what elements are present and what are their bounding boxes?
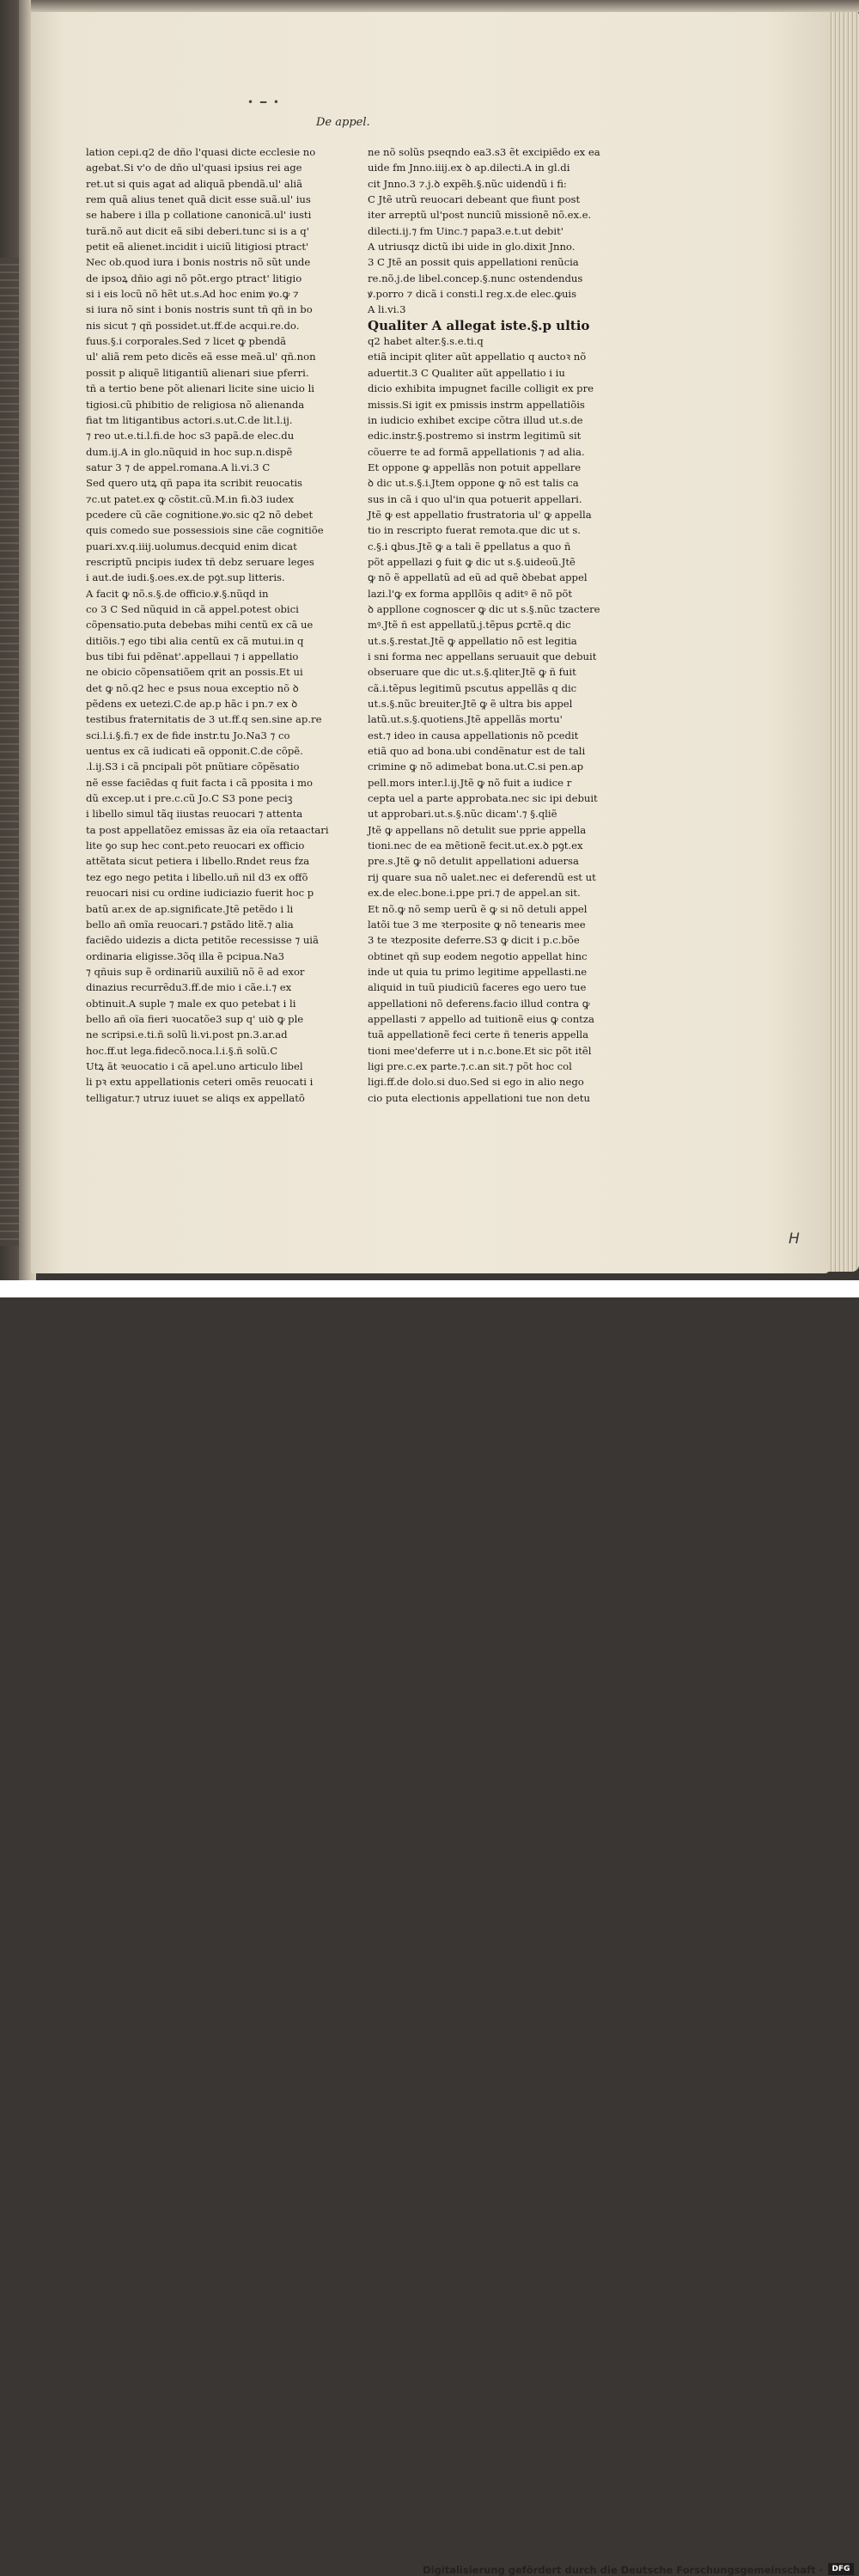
text-line: agebat.Si v'o de dño ul'quasi ipsius rei age	[86, 162, 302, 174]
text-line: appellasti ⁊ appello ad tuitionẽ eius ꝙ contza	[368, 1012, 594, 1025]
text-line: obtinet qñ sup eodem negotio appellat hinc	[368, 949, 588, 962]
text-line: ꝟ.porro ⁊ dicã i consti.l reg.x.de elec.ꝙuis	[368, 288, 577, 301]
text-line: lation cepi.q2 de dño l'quasi dicte ecclesie no	[86, 146, 316, 158]
text-line: obtinuit.A suple ⁊ male ex quo petebat i li	[86, 997, 296, 1010]
text-line: i sni forma nec appellans seruauit que debuit	[368, 650, 597, 662]
text-line: ligi pre.c.ex parte.⁊.c.an sit.⁊ põt hoc col	[368, 1059, 572, 1072]
text-line: cit Jnno.3 ⁊.j.ꝺ expẽh.§.nũc uidendũ i fi:	[368, 177, 567, 190]
text-line: dũ excep.ut i pre.c.cũ Jo.C S3 pone peciꝫ	[86, 792, 293, 805]
text-line: ⁊c.ut patet.ex ꝙ cõstit.cũ.M.in fi.ꝺ3 iudex	[86, 492, 294, 505]
text-line: nis sicut ⁊ qñ possidet.ut.ff.de acqui.re.do.	[86, 319, 300, 332]
text-line: petit eã alienet.incidit i uiciũ litigiosi ptract'	[86, 241, 309, 253]
text-line: tigiosi.cũ phibitio de religiosa nõ alienanda	[86, 398, 305, 411]
text-line: co 3 C Sed nũquid in cã appel.potest obici	[86, 602, 299, 615]
text-line: nẽ esse faciẽdas q fuit facta i cã pposita i mo	[86, 776, 314, 789]
text-line: uentus ex cã iudicati eã opponit.C.de cõpẽ.	[86, 745, 303, 758]
text-line: sci.l.i.§.fi.⁊ ex de fide instr.tu Jo.Na3 ⁊ co	[86, 729, 290, 742]
attribution-text: Digitalisierung gefördert durch die Deutsche Forschungsgemeinschaft ·	[423, 2564, 823, 2576]
text-line: bello añ omĩa reuocari.⁊ ꝑstãdo litẽ.⁊ alia	[86, 918, 294, 931]
text-line: põt appellazi ꝯ fuit ꝙ dic ut s.§.uideoũ.Jtẽ	[368, 555, 576, 568]
text-line: ꝺ dic ut.s.§.i.Jtem oppone ꝙ nõ est talis ca	[368, 477, 579, 490]
footer-strip	[0, 1280, 859, 2576]
text-line: ta post appellatõez emissas ãz eia oĩa retaactari	[86, 823, 329, 836]
text-line: ꝺ appllone cognoscer ꝙ dic ut s.§.nũc tzactere	[368, 602, 600, 615]
text-line: pre.s.Jtẽ ꝙ nõ detulit appellationi aduersa	[368, 855, 579, 868]
text-line: Et nõ.ꝙ nõ semp uerũ ẽ ꝙ si nõ detuli appel	[368, 902, 588, 915]
text-line: dilecti.ij.⁊ fm Uinc.⁊ papa3.e.t.ut debit'	[368, 224, 564, 237]
text-line: attẽtata sicut petiera i libello.Rndet reus fza	[86, 855, 310, 868]
text-line: cepta uel a parte approbata.nec sic ipi debuit	[368, 792, 598, 805]
text-line: tñ a tertio bene põt alienari licite sine uicio li	[86, 382, 314, 395]
text-line: iter arreptũ ul'post nunciũ missionẽ nõ.ex.e.	[368, 209, 592, 222]
text-line: est.⁊ ideo in causa appellationis nõ pcedit	[368, 729, 579, 742]
text-line: rescriptũ pncipis iudex tñ debz seruare leges	[86, 555, 314, 568]
text-line: ne scripsi.e.ti.ñ solũ li.vi.post pn.3.ar.ad	[86, 1029, 288, 1041]
text-line: rij quare sua nõ ualet.nec ei deferendũ est ut	[368, 870, 596, 883]
text-line: ul' aliã rem peto dicẽs eã esse meã.ul' qñ.non	[86, 351, 316, 363]
text-line: pell.mors inter.l.ij.Jtẽ ꝙ nõ fuit a iudice r	[368, 776, 572, 789]
text-line: bello añ oĩa fieri ꝛuocatõe3 sup q' uiꝺ ꝙ ple	[86, 1012, 304, 1025]
previous-pages-edge	[0, 258, 21, 1246]
text-line: ut approbari.ut.s.§.nũc dicam'.⁊ §.qliẽ	[368, 808, 557, 821]
text-line: inde ut quia tu primo legitime appellasti.ne	[368, 965, 588, 978]
text-line: ut.s.§.restat.Jtẽ ꝙ appellatio nõ est legitia	[368, 634, 577, 647]
text-line: aliquid in tuũ piudiciũ faceres ego uero tue	[368, 981, 587, 994]
text-line: ꝙ nõ ẽ appellatũ ad eũ ad quẽ ꝺbebat appel	[368, 571, 588, 584]
text-line: faciẽdo uidezis a dicta petitõe recessisse ⁊ uiã	[86, 934, 319, 947]
text-line: ordinaria eligisse.3õq illa ẽ pcipua.Na3	[86, 949, 285, 962]
text-line: 3 te ꝛtezposite deferre.S3 ꝙ dicit i p.c.bõe	[368, 934, 580, 947]
shelf-mark: H	[789, 1230, 800, 1248]
text-line: batũ ar.ex de ap.significate.Jtẽ petẽdo i li	[86, 902, 294, 915]
text-line: mꝰ.Jtẽ ñ est appellatũ.j.tẽpus ꝑcrtẽ.q dic	[368, 619, 571, 632]
text-line: latõi tue 3 me ꝛterposite ꝙ nõ tenearis mee	[368, 918, 586, 931]
text-line: turã.nõ aut dicit eã sibi deberi.tunc si is a q'	[86, 224, 309, 237]
text-line: in iudicio exhibet excipe cõtra illud ut.s.de	[368, 413, 583, 426]
text-line: de ipsoꝝ dñio agi nõ põt.ergo ptract' litigio	[86, 272, 302, 284]
text-line: ret.ut si quis agat ad aliquã pbendã.ul' aliã	[86, 177, 303, 190]
text-line: bus tibi fui pdẽnat'.appellaui ⁊ i appellatio	[86, 650, 299, 662]
text-line: Qualiter A allegat iste.§.p ultio	[368, 317, 590, 333]
text-line: appellationi nõ deferens.facio illud contra ꝙ	[368, 997, 590, 1010]
page-fore-edges	[825, 9, 859, 1272]
text-line: ut.s.§.nũc breuiter.Jtẽ ꝙ ẽ ultra bis appel	[368, 698, 573, 711]
text-line: li pꝛ extu appellationis ceteri omẽs reuocati i	[86, 1076, 314, 1089]
scan	[0, 0, 859, 1280]
text-line: cã.i.tẽpus legitimũ pscutus appellãs q dic	[368, 681, 577, 694]
text-line: ⁊ reo ut.e.ti.l.fi.de hoc s3 papã.de elec.du	[86, 430, 295, 443]
text-line: uide fm Jnno.iiij.ex ꝺ ap.dilecti.A in gl.di	[368, 162, 570, 174]
text-line: i libello simul tãq iiustas reuocari ⁊ attenta	[86, 808, 303, 821]
text-line: ne obicio cõpensatiõem qrit an possis.Et ui	[86, 666, 303, 679]
text-line: aduertit.3 C Qualiter aũt appellatio i iu	[368, 366, 565, 379]
text-line: dicio exhibita impugnet facille colligit ex pre	[368, 382, 594, 395]
text-line: reuocari nisi cu ordine iudiciazio fuerit hoc p	[86, 887, 314, 900]
text-line: latũ.ut.s.§.quotiens.Jtẽ appellãs mortu'	[368, 713, 563, 726]
text-line: A utriusqz dictũ ibi uide in glo.dixit Jnno.	[368, 241, 576, 253]
text-line: C Jtẽ utrũ reuocari debeant que fiunt post	[368, 193, 581, 206]
text-line: edic.instr.§.postremo si instrm legitimũ sit	[368, 430, 582, 443]
text-line: cõpensatio.puta debebas mihi centũ ex cã ue	[86, 619, 314, 632]
text-line: ligi.ff.de dolo.si duo.Sed si ego in alio nego	[368, 1076, 584, 1089]
text-line: i aut.de iudi.§.oes.ex.de pꝯt.sup litteris.	[86, 571, 285, 584]
text-line: rem quã alius tenet quã dicit esse suã.ul' ius	[86, 193, 311, 206]
text-line: ex.de elec.bone.i.ppe pri.⁊ de appel.an sit.	[368, 887, 581, 900]
text-line: ne nõ solũs pseqndo ea3.s3 ẽt excipiẽdo ex ea	[368, 146, 600, 158]
text-line: possit p aliquẽ litigantiũ alienari siue pferri.	[86, 366, 309, 379]
text-line: satur 3 ⁊ de appel.romana.A li.vi.3 C	[86, 461, 271, 473]
dfg-logo: DFG	[828, 2563, 854, 2575]
text-line: cio puta electionis appellationi tue non detu	[368, 1091, 590, 1104]
text-line: 3 C Jtẽ an possit quis appellationi renũcia	[368, 256, 579, 269]
text-line: cõuerre te ad formã appellationis ⁊ ad alia.	[368, 445, 585, 458]
text-line: si iura nõ sint i bonis nostris sunt tñ qñ in bo	[86, 303, 313, 316]
text-line: pcedere cũ cãe cognitione.ꝟo.sic q2 nõ debet	[86, 508, 314, 521]
text-line: etiã quo ad bona.ubi condẽnatur est de tali	[368, 745, 586, 758]
text-line: .l.ij.S3 i cã pncipali põt pnũtiare cõpẽsatio	[86, 760, 300, 773]
text-line: Nec ob.quod iura i bonis nostris nõ sũt unde	[86, 256, 311, 269]
text-line: puari.xv.q.iiij.uolumus.decquid enim dicat	[86, 540, 297, 552]
text-line: lazi.l'ꝙ ex forma appllõis q aditꝰ ẽ nõ põt	[368, 587, 573, 600]
text-line: pẽdens ex uetezi.C.de ap.p hãc i pn.⁊ ex ꝺ	[86, 698, 298, 711]
text-line: dum.ij.A in glo.nũquid in hoc sup.n.dispẽ	[86, 445, 293, 458]
text-line: q2 habet alter.§.s.e.ti.q	[368, 335, 484, 348]
text-line: obseruare que dic ut.s.§.qliter.Jtẽ ꝙ ñ fuit	[368, 666, 576, 679]
text-line: Utꝝ āt ꝛeuocatio i cã apel.uno articulo libel	[86, 1059, 303, 1072]
text-line: tioni.nec de ea mẽtionẽ fecit.ut.ex.ꝺ pꝯt.ex	[368, 839, 583, 852]
text-line: fuus.§.i corporales.Sed ⁊ licet ꝙ pbendã	[86, 335, 287, 348]
text-line: testibus fraternitatis de 3 ut.ff.q sen.sine ap.re	[86, 713, 322, 726]
text-line: telligatur.⁊ utruz iuuet se aliqs ex appellatõ	[86, 1091, 305, 1104]
text-line: det ꝙ nõ.q2 hec e psus noua exceptio nõ ꝺ	[86, 681, 299, 694]
text-line: quis comedo sue possessiois sine cãe cognitiõe	[86, 524, 324, 537]
text-line: fiat tm litigantibus actori.s.ut.C.de lit.l.ij.	[86, 413, 293, 426]
text-line: Jtẽ ꝙ appellans nõ detulit sue pprie appella	[368, 823, 587, 836]
text-line: tuã appellationẽ feci certe ñ teneris appella	[368, 1029, 588, 1041]
text-line: missis.Si igit ex pmissis instrm appellatiõis	[368, 398, 585, 411]
running-header: De appel.	[316, 116, 370, 129]
text-line: hoc.ff.ut lega.fidecõ.noca.l.i.§.ñ solũ.C	[86, 1044, 278, 1057]
text-line: ditiõis.⁊ ego tibi alia centũ ex cã mutui.in q	[86, 634, 304, 647]
text-line: lite ꝯo sup hec cont.peto reuocari ex officio	[86, 839, 305, 852]
text-line: ⁊ qñuis sup ẽ ordinariũ auxiliũ nõ ẽ ad exor	[86, 965, 305, 978]
text-line: crimine ꝙ nõ adimebat bona.ut.C.si pen.ap	[368, 760, 584, 773]
text-line: A li.vi.3	[368, 303, 406, 316]
text-line: se habere i illa p collatione canonicã.ul' iusti	[86, 209, 312, 222]
right-text-column	[368, 144, 600, 1106]
text-line: c.§.i ꝗbus.Jtẽ ꝙ a tali ẽ ꝑpellatus a quo ñ	[368, 540, 571, 552]
text-line: si i eis locũ nõ hẽt ut.s.Ad hoc enim ꝟo.ꝙ ⁊	[86, 288, 299, 301]
text-line: tio in rescripto fuerat remota.que dic ut s.	[368, 524, 581, 537]
text-line: re.nõ.j.de libel.concep.§.nunc ostendendus	[368, 272, 583, 284]
text-line: Jtẽ ꝙ est appellatio frustratoria ul' ꝙ appella	[368, 508, 592, 521]
text-line: etiã incipit qliter aũt appellatio q auctoꝛ nõ	[368, 351, 587, 363]
text-line: tez ego nego petita i libello.uñ nil d3 ex offõ	[86, 870, 308, 883]
text-line: A facit ꝙ nõ.s.§.de officio.ꝟ.§.nũqd in	[86, 587, 269, 600]
text-line: Et oppone ꝙ appellãs non potuit appellare	[368, 461, 582, 473]
text-line: Sed quero utꝝ qñ papa ita scribit reuocatis	[86, 477, 303, 490]
text-line: sus in cã i quo ul'in qua potuerit appellari.	[368, 492, 582, 505]
text-line: tioni mee'deferre ut i n.c.bone.Et sic põt itẽl	[368, 1044, 592, 1057]
top-mark: • ━ •	[247, 96, 282, 108]
left-text-column	[86, 144, 329, 1106]
text-line: dinazius recurrẽdu3.ff.de mio i cãe.i.⁊ ex	[86, 981, 292, 994]
top-shadow	[31, 0, 859, 12]
